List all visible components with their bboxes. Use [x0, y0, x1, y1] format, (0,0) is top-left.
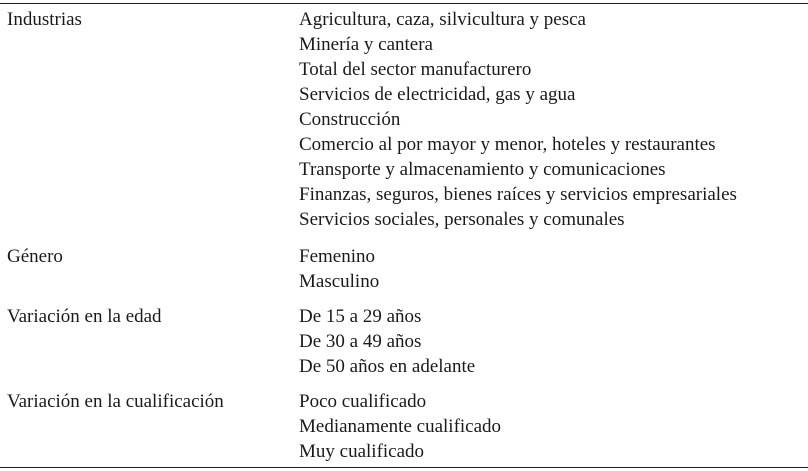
list-item: Transporte y almacenamiento y comunicaciones [299, 159, 666, 180]
list-item: Servicios de electricidad, gas y agua [299, 84, 576, 105]
list-item: De 15 a 29 años [299, 306, 422, 327]
list-item: Masculino [299, 271, 380, 292]
category-items [299, 389, 501, 464]
category-items [299, 244, 379, 294]
list-item: Muy cualificado [299, 441, 425, 462]
list-item: De 50 años en adelante [299, 356, 476, 377]
category-label: Variación en la edad [7, 306, 162, 327]
category-label: Variación en la cualificación [7, 391, 224, 412]
table-top-rule [0, 3, 808, 4]
category-items [299, 304, 475, 379]
list-item: Femenino [299, 246, 375, 267]
list-item: De 30 a 49 años [299, 331, 422, 352]
category-label: Género [7, 246, 63, 267]
category-label: Industrias [7, 9, 82, 30]
list-item: Finanzas, seguros, bienes raíces y servicios empresariales [299, 184, 737, 205]
list-item: Servicios sociales, personales y comunales [299, 209, 625, 230]
table-bottom-rule [0, 467, 808, 468]
list-item: Medianamente cualificado [299, 416, 502, 437]
list-item: Total del sector manufacturero [299, 59, 532, 80]
list-item: Comercio al por mayor y menor, hoteles y restaurantes [299, 134, 716, 155]
list-item: Construcción [299, 109, 401, 130]
list-item: Agricultura, caza, silvicultura y pesca [299, 9, 586, 30]
category-items [299, 7, 737, 232]
list-item: Poco cualificado [299, 391, 427, 412]
list-item: Minería y cantera [299, 34, 433, 55]
